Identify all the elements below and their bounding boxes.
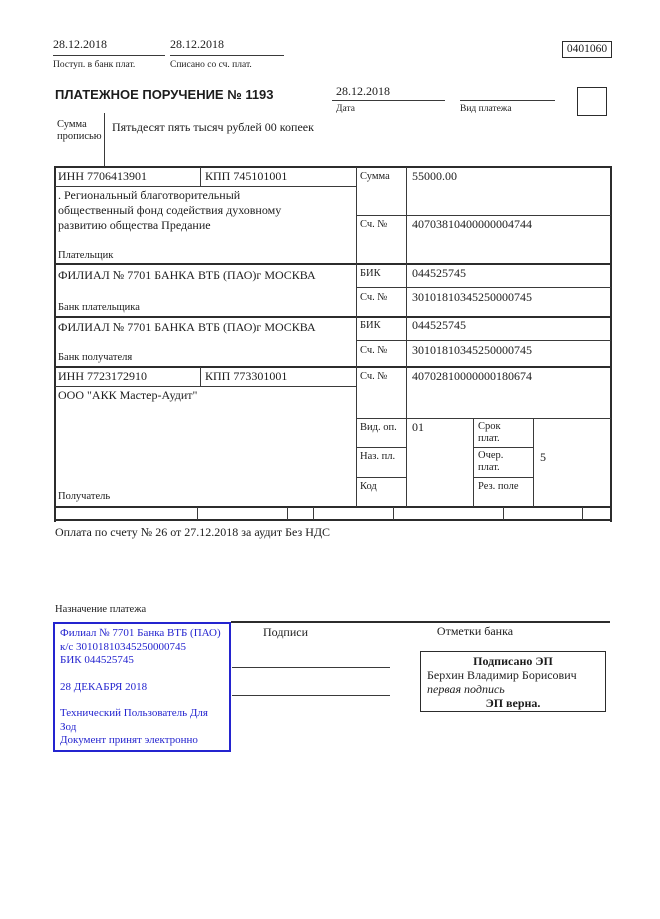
payee-bank-account-label: Сч. № xyxy=(360,345,388,356)
payment-type-checkbox xyxy=(577,87,607,116)
payer-bank-section-border xyxy=(54,316,612,318)
payer-bank-label: Банк плательщика xyxy=(58,302,140,313)
payee-bank-bik-label: БИК xyxy=(360,320,381,331)
purposecode-row-line xyxy=(356,477,406,478)
debited-date: 28.12.2018 xyxy=(170,37,224,51)
table-top-border xyxy=(54,166,612,168)
order-row-line xyxy=(473,477,533,478)
reserve-label: Рез. поле xyxy=(478,481,519,492)
received-in-bank-date: 28.12.2018 xyxy=(53,37,107,51)
signatures-label: Подписи xyxy=(263,625,309,639)
payee-bank-bik-account-divider xyxy=(356,340,611,341)
payer-inn: ИНН 7706413901 xyxy=(58,169,147,183)
payee-bank-name: ФИЛИАЛ № 7701 БАНКА ВТБ (ПАО)г МОСКВА xyxy=(58,320,316,334)
payee-bank-label: Банк получателя xyxy=(58,352,133,363)
fields-row-divider-3 xyxy=(313,507,314,520)
payee-inn: ИНН 7723172910 xyxy=(58,369,147,383)
subtable-top-line xyxy=(356,418,611,419)
stamp-signature-kind: первая подпись xyxy=(427,682,505,696)
stamp-user-line2: Зод xyxy=(60,720,77,733)
stamp-bik: БИК 044525745 xyxy=(60,654,134,666)
op-type-label: Вид. оп. xyxy=(360,422,397,433)
table-bottom-border xyxy=(54,519,612,521)
payer-inn-kpp-divider xyxy=(200,167,201,186)
sum-account-divider xyxy=(356,215,611,216)
payment-type-label: Вид платежа xyxy=(460,104,512,114)
order-label: Очер. плат. xyxy=(478,450,504,473)
sum-label: Сумма xyxy=(360,171,390,182)
sum-value: 55000.00 xyxy=(412,169,457,183)
signature-verification-stamp xyxy=(420,651,606,712)
bank-marks-label: Отметки банка xyxy=(436,624,514,638)
payee-name: ООО "АКК Мастер-Аудит" xyxy=(58,388,198,402)
payer-account-value: 40703810400000004744 xyxy=(412,217,532,231)
payee-inn-row-line xyxy=(55,386,356,387)
date-underline xyxy=(332,100,445,101)
payer-bank-account-label: Сч. № xyxy=(360,292,388,303)
signatures-top-line xyxy=(231,621,610,623)
date-label: Дата xyxy=(336,104,355,114)
payment-purpose-text: Оплата по счету № 26 от 27.12.2018 за аудит Без НДС xyxy=(55,525,331,539)
document-date-value: 28.12.2018 xyxy=(336,84,390,98)
payer-bank-bik-label: БИК xyxy=(360,268,381,279)
label-column-right-line xyxy=(406,167,407,507)
stamp-verified-text: ЭП верна. xyxy=(485,696,541,710)
term-label: Срок плат. xyxy=(478,421,501,444)
label-column-left-line xyxy=(356,167,357,507)
subtable-col1-line xyxy=(473,418,474,507)
payee-account-label: Сч. № xyxy=(360,371,388,382)
payee-kpp: КПП 773301001 xyxy=(205,369,288,383)
document-title: ПЛАТЕЖНОЕ ПОРУЧЕНИЕ № 1193 xyxy=(55,87,274,102)
fields-row-divider-4 xyxy=(393,507,394,520)
payer-bank-bik-account-divider xyxy=(356,287,611,288)
payment-type-underline xyxy=(460,100,555,101)
payer-bank-bik-value: 044525745 xyxy=(412,266,466,280)
fields-row-divider-1 xyxy=(197,507,198,520)
purpose-code-label: Наз. пл. xyxy=(360,451,396,462)
payee-account-value: 40702810000000180674 xyxy=(412,369,532,383)
signature-line-1 xyxy=(232,667,390,668)
payer-kpp: КПП 745101001 xyxy=(205,169,288,183)
stamp-bank-name: Филиал № 7701 Банка ВТБ (ПАО) xyxy=(60,627,221,639)
stamp-user-line1: Технический Пользователь Для xyxy=(60,707,208,719)
fields-row-divider-6 xyxy=(582,507,583,520)
form-code-box: 0401060 xyxy=(562,41,612,58)
order-value: 5 xyxy=(540,450,546,464)
received-date-underline xyxy=(53,55,165,56)
subtable-col2-line xyxy=(533,418,534,507)
stamp-corr-account: к/с 30101810345250000745 xyxy=(60,640,187,653)
stamp-date: 28 ДЕКАБРЯ 2018 xyxy=(60,680,148,693)
payer-name-line1: . Региональный благотворительный xyxy=(58,188,241,202)
payer-name-line2: общественный фонд содействия духовному xyxy=(58,203,282,217)
debited-label: Списано со сч. плат. xyxy=(170,60,252,70)
payer-name xyxy=(58,188,354,233)
amount-words-divider xyxy=(104,113,105,167)
stamp-signed-title: Подписано ЭП xyxy=(473,654,553,668)
amount-words-label: Сумма прописью xyxy=(57,119,102,142)
fields-row-divider-2 xyxy=(287,507,288,520)
payee-bank-bik-value: 044525745 xyxy=(412,318,466,332)
payment-purpose-label: Назначение платежа xyxy=(55,604,147,615)
payer-bank-account-value: 30101810345250000745 xyxy=(412,290,532,304)
code-label: Код xyxy=(360,481,377,492)
payer-bank-name: ФИЛИАЛ № 7701 БАНКА ВТБ (ПАО)г МОСКВА xyxy=(58,268,316,282)
table-right-border xyxy=(610,166,612,522)
bank-electronic-stamp xyxy=(53,622,231,752)
fields-row-divider-5 xyxy=(503,507,504,520)
stamp-accepted: Документ принят электронно xyxy=(60,734,198,746)
payee-inn-kpp-divider xyxy=(200,367,201,386)
payer-inn-row-line xyxy=(55,186,356,187)
debited-date-underline xyxy=(170,55,284,56)
payee-bank-section-border xyxy=(54,366,612,368)
optype-row-line xyxy=(356,447,406,448)
op-type-value: 01 xyxy=(412,420,424,434)
payer-label: Плательщик xyxy=(58,250,114,261)
payee-section-border xyxy=(54,506,612,508)
stamp-signer-name: Берхин Владимир Борисович xyxy=(427,668,577,682)
received-in-bank-label: Поступ. в банк плат. xyxy=(53,60,136,70)
payer-section-border xyxy=(54,263,612,265)
table-left-border xyxy=(54,166,56,522)
payer-name-line3: развитию общества Предание xyxy=(58,218,211,232)
term-row-line xyxy=(473,447,533,448)
signature-line-2 xyxy=(232,695,390,696)
payer-account-label: Сч. № xyxy=(360,219,388,230)
payee-label: Получатель xyxy=(58,491,111,502)
amount-words-value: Пятьдесят пять тысяч рублей 00 копеек xyxy=(112,120,314,134)
payee-bank-account-value: 30101810345250000745 xyxy=(412,343,532,357)
